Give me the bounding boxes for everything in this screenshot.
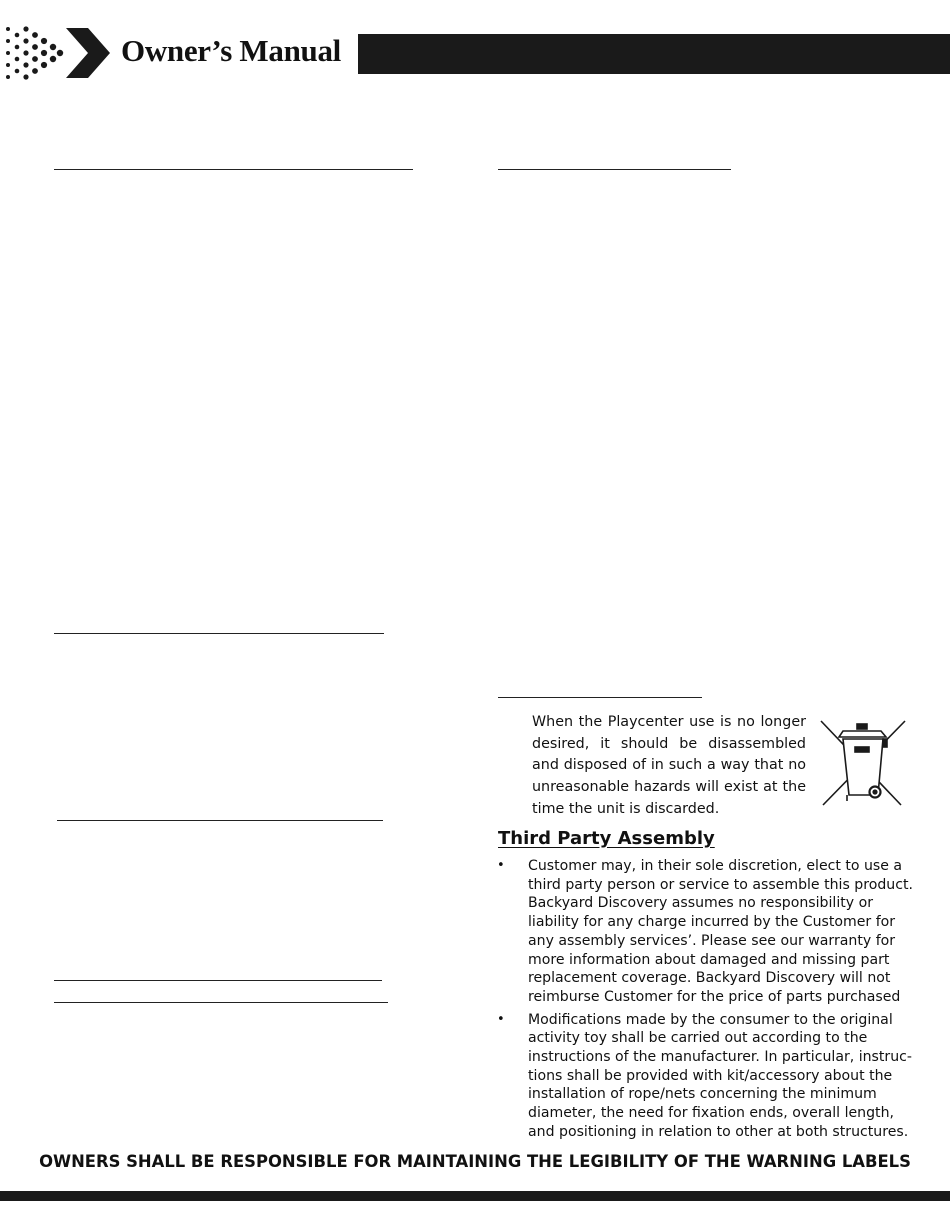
disposal-paragraph: When the Playcenter use is no longer desired, it should be disassembled and disposed of in such a way that no unreasonable hazards will exist at the time the unit is discarded. [532,714,806,817]
third-party-assembly-heading: Third Party Assembly [498,828,715,849]
section-rule-right-1 [498,169,731,170]
bullet-icon: • [497,858,505,873]
section-rule-left-2 [54,633,384,634]
section-rule-left-5 [54,1002,388,1003]
bullet-icon: • [497,1011,505,1027]
header-bar [358,34,950,74]
dotted-arrow-logo-icon [4,24,110,82]
list-item-text: Modifications made by the consumer to the original activity toy shall be carried out according to the instructions of the manufacturer. In particular, instruc-tions shall be provided with kit/accessory about the installation of rope/nets concerning the minimum diameter, the need for fixation ends, overall length, and positioning in relation to other at both structures. [528,1011,912,1140]
section-rule-left-4 [54,980,382,981]
list-item [497,1011,915,1142]
third-party-list [497,857,915,1146]
manual-title: Owner’s Manual [121,33,341,68]
section-rule-left-1 [54,169,413,170]
footer-bar [0,1191,950,1201]
section-rule-left-3 [57,820,383,821]
list-item-text: Customer may, in their sole discretion, elect to use a third party person or service to assemble this product. Backyard Discovery assumes no responsibility or liability for any charge incurred by the Customer for any assembly services’. Please see our warranty for more information about damaged and missing part replacement coverage. Backyard Discovery will not reimburse Customer for the price of parts purchased [528,858,913,1005]
crossed-out-wheelie-bin-icon [817,717,909,809]
warning-labels-notice: OWNERS SHALL BE RESPONSIBLE FOR MAINTAINING THE LEGIBILITY OF THE WARNING LABELS [39,1152,911,1171]
list-item [497,857,915,1007]
section-rule-right-2 [498,697,702,698]
